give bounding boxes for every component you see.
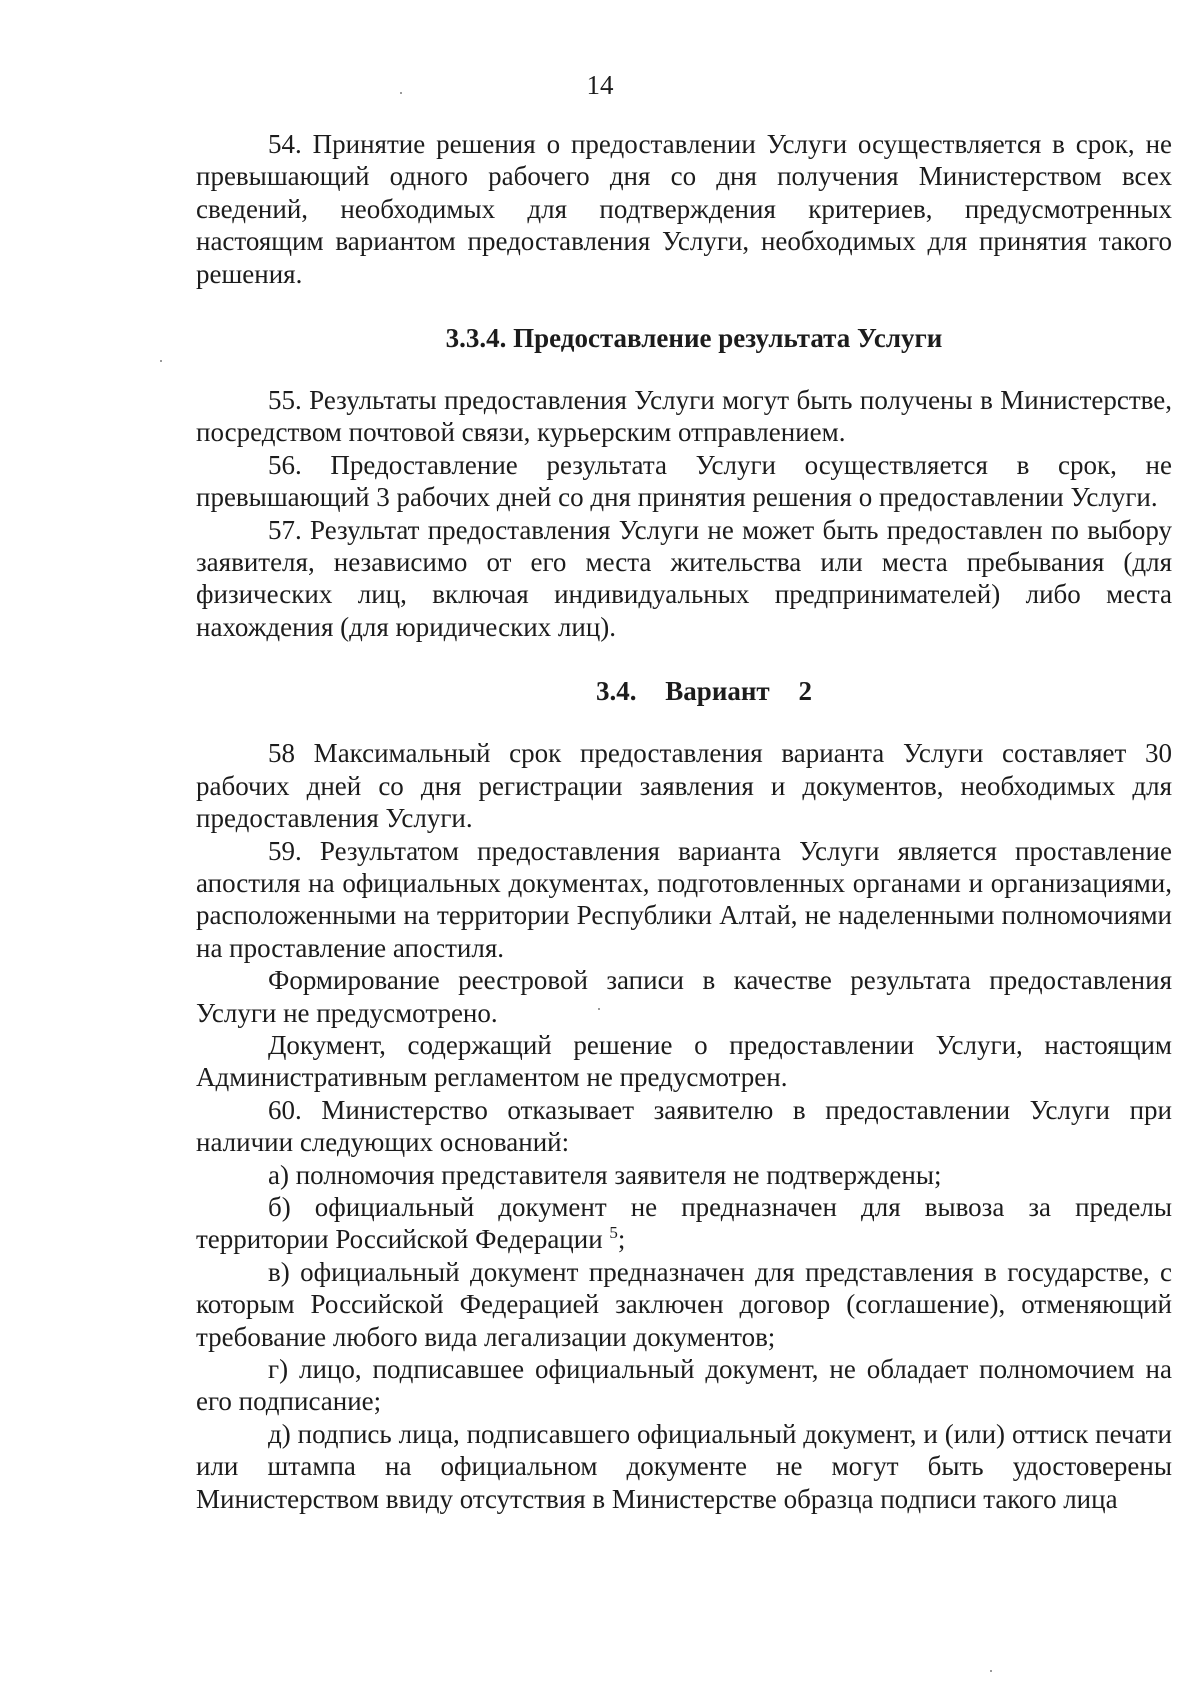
list-item-d: д) подпись лица, подписавшего официальный документ, и (или) оттиск печати или штампа на официальном документе не могут быть удостоверены Министерством ввиду отсутствия в Министерстве образца подписи такого лица — [196, 1418, 1172, 1514]
scan-speck — [598, 1008, 600, 1010]
paragraph-57: 57. Результат предоставления Услуги не может быть предоставлен по выбору заявителя, независимо от его места жительства или места пребывания (для физических лиц, включая индивидуальных предпринимателей) либо места нахождения (для юридических лиц). — [196, 514, 1172, 642]
paragraph-56: 56. Предоставление результата Услуги осуществляется в срок, не превышающий 3 рабочих дней со дня принятия решения о предоставлении Услуги. — [196, 449, 1172, 513]
list-item-b-punctuation: ; — [617, 1224, 626, 1255]
list-item-g: г) лицо, подписавшее официальный документ, не обладает полномочием на его подписание; — [196, 1354, 1172, 1417]
scan-speck — [400, 92, 402, 94]
list-item-b — [196, 1191, 1172, 1256]
document-body — [196, 128, 1172, 1515]
paragraph-58: 58 Максимальный срок предоставления варианта Услуги составляет 30 рабочих дней со дня регистрации заявления и документов, необходимых для предоставления Услуги. — [196, 738, 1172, 834]
paragraph-54: 54. Принятие решения о предоставлении Услуги осуществляется в срок, не превышающий одного рабочего дня со дня получения Министерством всех сведений, необходимых для подтверждения критериев, предусмотренных настоящим вариантом предоставления Услуги, необходимых для принятия такого решения. — [196, 129, 1172, 289]
list-item-a: а) полномочия представителя заявителя не подтверждены; — [268, 1159, 942, 1190]
scan-speck — [990, 1670, 992, 1672]
page-number: 14 — [586, 70, 614, 100]
paragraph-59: 59. Результатом предоставления варианта Услуги является проставление апостиля на официальных документах, подготовленных органами и организациями, расположенными на территории Республики Алтай, не наделенными полномочиями на проставление апостиля. — [196, 835, 1172, 963]
paragraph-55: 55. Результаты предоставления Услуги могут быть получены в Министерстве, посредством почтовой связи, курьерским отправлением. — [196, 385, 1172, 448]
footnote-marker: 5 — [609, 1223, 618, 1243]
scan-speck — [160, 360, 162, 362]
paragraph-registry-record: Формирование реестровой записи в качестве результата предоставления Услуги не предусмотрено. — [196, 965, 1172, 1028]
paragraph-60: 60. Министерство отказывает заявителю в предоставлении Услуги при наличии следующих оснований: — [196, 1094, 1172, 1158]
list-item-v: в) официальный документ предназначен для представления в государстве, с которым Российской Федерацией заключен договор (соглашение), отменяющий требование любого вида легализации документов; — [196, 1256, 1172, 1352]
section-heading-3-4: 3.4. Вариант 2 — [596, 676, 812, 707]
section-heading-3-3-4: 3.3.4. Предоставление результата Услуги — [445, 323, 943, 354]
list-item-b-text: б) официальный документ не предназначен для вывоза за пределы территории Российской Федерации — [196, 1191, 1172, 1255]
paragraph-decision-document: Документ, содержащий решение о предоставлении Услуги, настоящим Административным регламентом не предусмотрен. — [196, 1029, 1172, 1093]
